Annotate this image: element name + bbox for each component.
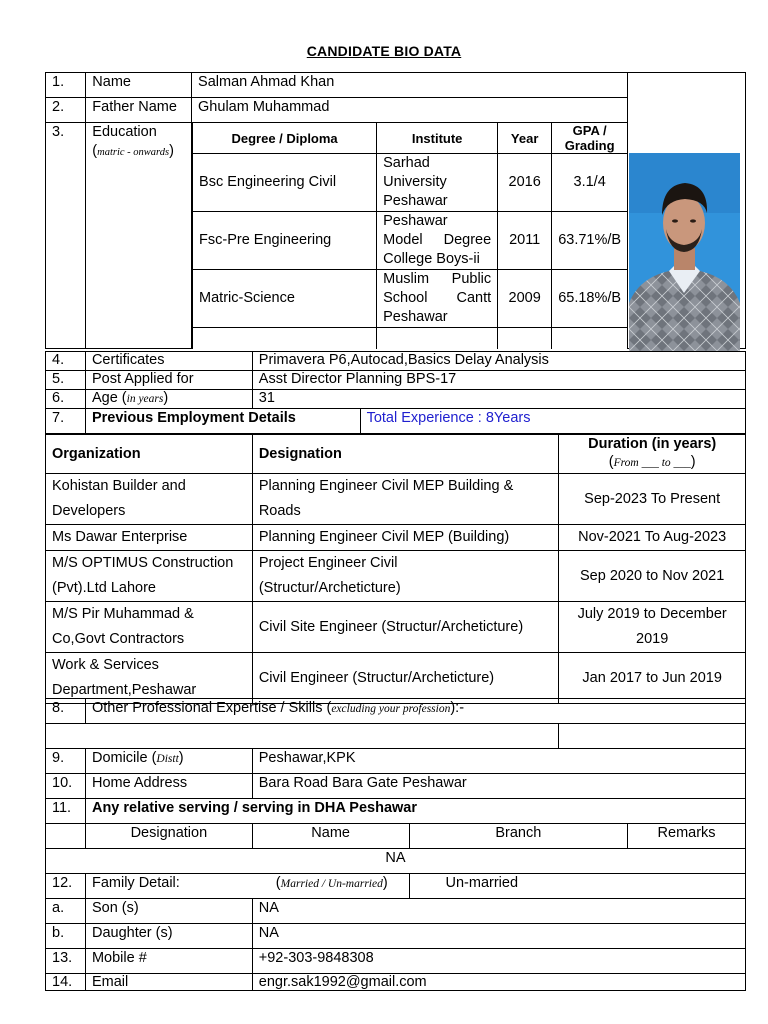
son-value: NA bbox=[252, 899, 745, 924]
year-cell: 2016 bbox=[498, 154, 552, 212]
gpa-cell: 3.1/4 bbox=[552, 154, 627, 212]
father-name-value: Ghulam Muhammad bbox=[192, 98, 628, 123]
duration-cell: July 2019 to December 2019 bbox=[559, 602, 746, 653]
address-label: Home Address bbox=[85, 774, 252, 799]
row-number: 14. bbox=[46, 974, 86, 991]
domicile-value: Peshawar,KPK bbox=[252, 749, 745, 774]
education-label: Education (matric - onwards) bbox=[86, 123, 192, 349]
institute-header: Institute bbox=[377, 123, 498, 154]
row-number: 13. bbox=[46, 949, 86, 974]
designation-cell: Planning Engineer Civil MEP Building & Roads bbox=[252, 474, 559, 525]
relative-value: NA bbox=[46, 849, 746, 874]
email-value: engr.sak1992@gmail.com bbox=[252, 974, 745, 991]
photo-cell bbox=[628, 73, 746, 349]
org-cell: M/S OPTIMUS Construction (Pvt).Ltd Lahore bbox=[46, 551, 253, 602]
org-cell: Work & Services Department,Peshawar bbox=[46, 653, 253, 704]
empty-cell bbox=[46, 824, 86, 849]
post-label: Post Applied for bbox=[85, 371, 252, 390]
year-header: Year bbox=[498, 123, 552, 154]
total-experience: Total Experience : 8Years bbox=[360, 409, 745, 434]
son-label: Son (s) bbox=[85, 899, 252, 924]
designation-cell: Civil Engineer (Structur/Archeticture) bbox=[252, 653, 559, 704]
row-number: 2. bbox=[46, 98, 86, 123]
father-name-label: Father Name bbox=[86, 98, 192, 123]
certificates-label: Certificates bbox=[85, 352, 252, 371]
certificates-value: Primavera P6,Autocad,Basics Delay Analysis bbox=[252, 352, 745, 371]
row-number: 9. bbox=[46, 749, 86, 774]
expertise-value bbox=[46, 724, 559, 749]
designation-cell: Civil Site Engineer (Structur/Archeticture) bbox=[252, 602, 559, 653]
relative-label: Any relative serving / serving in DHA Peshawar bbox=[85, 799, 745, 824]
employment-table bbox=[45, 434, 746, 704]
designation-cell: Planning Engineer Civil MEP (Building) bbox=[252, 525, 559, 551]
year-cell: 2011 bbox=[498, 212, 552, 270]
degree-cell: Fsc-Pre Engineering bbox=[193, 212, 377, 270]
education-table-cell bbox=[192, 123, 628, 349]
education-table bbox=[192, 123, 627, 349]
relative-remarks-header: Remarks bbox=[628, 824, 746, 849]
expertise-extra bbox=[559, 724, 746, 749]
bio-table-bottom bbox=[45, 698, 746, 991]
row-number: 11. bbox=[46, 799, 86, 824]
institute-cell: Muslim Public School Cantt Peshawar bbox=[377, 270, 498, 328]
organization-header: Organization bbox=[46, 435, 253, 474]
relative-name-header: Name bbox=[252, 824, 409, 849]
org-cell: Kohistan Builder and Developers bbox=[46, 474, 253, 525]
domicile-label: Domicile (Distt) bbox=[85, 749, 252, 774]
family-value: Un-married bbox=[409, 874, 746, 899]
duration-cell: Jan 2017 to Jun 2019 bbox=[559, 653, 746, 704]
candidate-photo-icon bbox=[629, 153, 740, 351]
gpa-cell: 65.18%/B bbox=[552, 270, 627, 328]
age-value: 31 bbox=[252, 390, 745, 409]
row-number: 8. bbox=[46, 699, 86, 724]
relative-designation-header: Designation bbox=[85, 824, 252, 849]
empty-cell bbox=[193, 328, 377, 349]
mobile-value: +92-303-9848308 bbox=[252, 949, 745, 974]
empty-cell bbox=[377, 328, 498, 349]
row-number: 4. bbox=[46, 352, 86, 371]
row-number: 12. bbox=[46, 874, 86, 899]
mobile-label: Mobile # bbox=[85, 949, 252, 974]
age-label: Age (in years) bbox=[85, 390, 252, 409]
family-label: Family Detail: (Married / Un-married) bbox=[85, 874, 409, 899]
year-cell: 2009 bbox=[498, 270, 552, 328]
org-cell: M/S Pir Muhammad & Co,Govt Contractors bbox=[46, 602, 253, 653]
degree-cell: Bsc Engineering Civil bbox=[193, 154, 377, 212]
row-number: a. bbox=[46, 899, 86, 924]
degree-cell: Matric-Science bbox=[193, 270, 377, 328]
email-label: Email bbox=[85, 974, 252, 991]
row-number: 6. bbox=[46, 390, 86, 409]
duration-cell: Nov-2021 To Aug-2023 bbox=[559, 525, 746, 551]
address-value: Bara Road Bara Gate Peshawar bbox=[252, 774, 745, 799]
name-label: Name bbox=[86, 73, 192, 98]
bio-table-mid bbox=[45, 351, 746, 434]
gpa-header: GPA / Grading bbox=[552, 123, 627, 154]
expertise-label: Other Professional Expertise / Skills (excluding your profession):- bbox=[85, 699, 745, 724]
page-title: CANDIDATE BIO DATA bbox=[306, 43, 462, 59]
designation-cell: Project Engineer Civil (Structur/Archeticture) bbox=[252, 551, 559, 602]
relative-branch-header: Branch bbox=[409, 824, 628, 849]
duration-header: Duration (in years) (From ___ to ___) bbox=[559, 435, 746, 474]
bio-table-top bbox=[45, 72, 746, 349]
duration-cell: Sep 2020 to Nov 2021 bbox=[559, 551, 746, 602]
row-number: 10. bbox=[46, 774, 86, 799]
name-value: Salman Ahmad Khan bbox=[192, 73, 628, 98]
empty-cell bbox=[552, 328, 627, 349]
empty-cell bbox=[498, 328, 552, 349]
daughter-label: Daughter (s) bbox=[85, 924, 252, 949]
row-number: 1. bbox=[46, 73, 86, 98]
daughter-value: NA bbox=[252, 924, 745, 949]
gpa-cell: 63.71%/B bbox=[552, 212, 627, 270]
row-number: 7. bbox=[46, 409, 86, 434]
row-number: 5. bbox=[46, 371, 86, 390]
org-cell: Ms Dawar Enterprise bbox=[46, 525, 253, 551]
post-value: Asst Director Planning BPS-17 bbox=[252, 371, 745, 390]
row-number: 3. bbox=[46, 123, 86, 349]
designation-header: Designation bbox=[252, 435, 559, 474]
institute-cell: Sarhad University Peshawar bbox=[377, 154, 498, 212]
duration-cell: Sep-2023 To Present bbox=[559, 474, 746, 525]
employment-label: Previous Employment Details bbox=[85, 409, 360, 434]
degree-header: Degree / Diploma bbox=[193, 123, 377, 154]
institute-cell: Peshawar Model Degree College Boys-ii bbox=[377, 212, 498, 270]
row-number: b. bbox=[46, 924, 86, 949]
